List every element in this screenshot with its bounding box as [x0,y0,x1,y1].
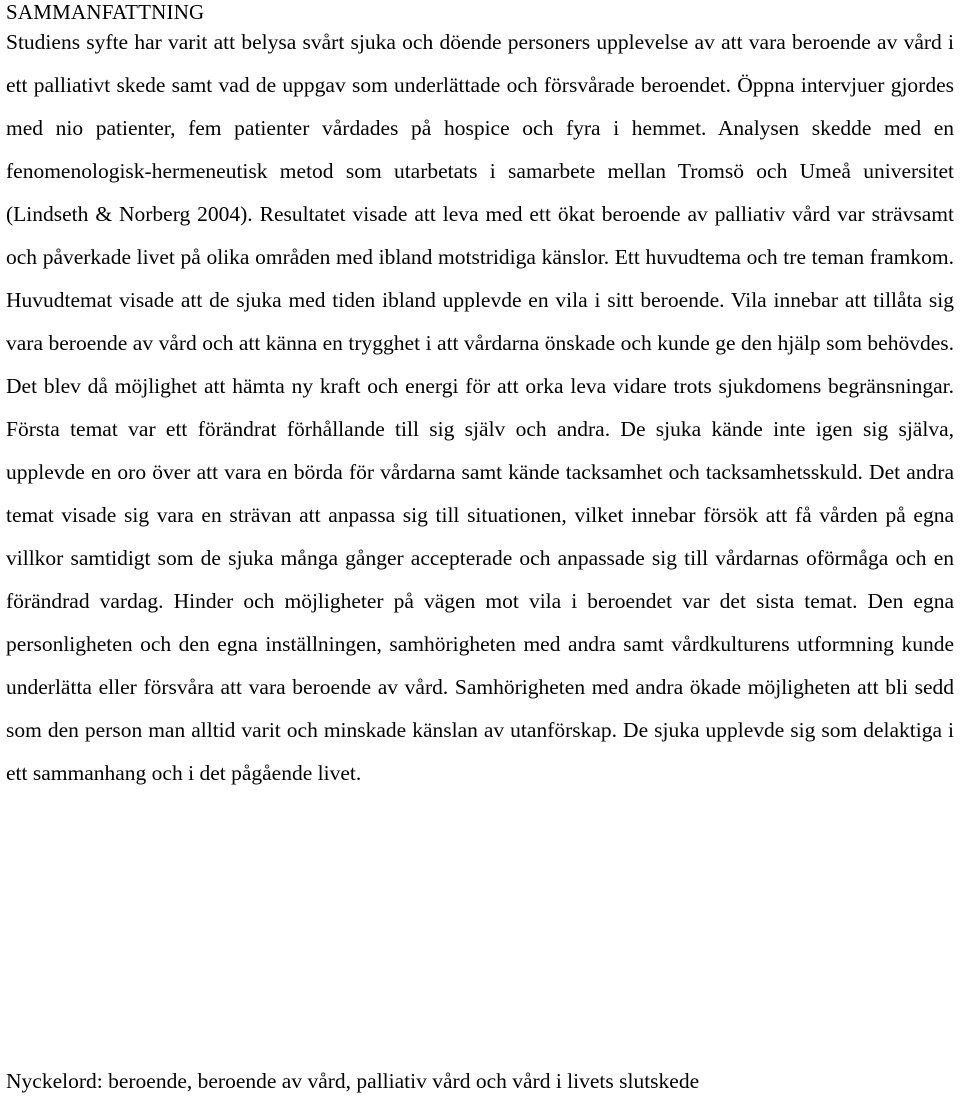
section-heading: SAMMANFATTNING [6,0,205,24]
keywords-line: Nyckelord: beroende, beroende av vård, palliativ vård och vård i livets slutskede [6,1069,700,1093]
abstract-paragraph: Studiens syfte har varit att belysa svårt sjuka och döende personers upplevelse av att vara beroende av vård i ett palliativt skede samt vad de uppgav som underlättade och försvårade beroendet. Öppna intervjuer gjordes med nio patienter, fem patienter vårdades på hospice och fyra i hemmet. Analysen skedde med en fenomenologisk-hermeneutisk metod som utarbetats i samarbete mellan Tromsö och Umeå universitet (Lindseth & Norberg 2004). Resultatet visade att leva med ett ökat beroende av palliativ vård var strävsamt och påverkade livet på olika områden med ibland motstridiga känslor. Ett huvudtema och tre teman framkom. Huvudtemat visade att de sjuka med tiden ibland upplevde en vila i sitt beroende. Vila innebar att tillåta sig vara beroende av vård och att känna en trygghet i att vårdarna önskade och kunde ge den hjälp som behövdes. Det blev då möjlighet att hämta ny kraft och energi för att orka leva vidare trots sjukdomens begränsningar. Första temat var ett förändrat förhållande till sig själv och andra. De sjuka kände inte igen sig själva, upplevde en oro över att vara en börda för vårdarna samt kände tacksamhet och tacksamhetsskuld. Det andra temat visade sig vara en strävan att anpassa sig till situationen, vilket innebar försök att få vården på egna villkor samtidigt som de sjuka många gånger accepterade och anpassade sig till vårdarnas oförmåga och en förändrad vardag. Hinder och möjligheter på vägen mot vila i beroendet var det sista temat. Den egna personligheten och den egna inställningen, samhörigheten med andra samt vårdkulturens utformning kunde underlätta eller försvåra att vara beroende av vård. Samhörigheten med andra ökade möjligheten att bli sedd som den person man alltid varit och minskade känslan av utanförskap. De sjuka upplevde sig som delaktiga i ett sammanhang och i det pågående livet. [6,30,954,785]
document-page [6,0,954,795]
